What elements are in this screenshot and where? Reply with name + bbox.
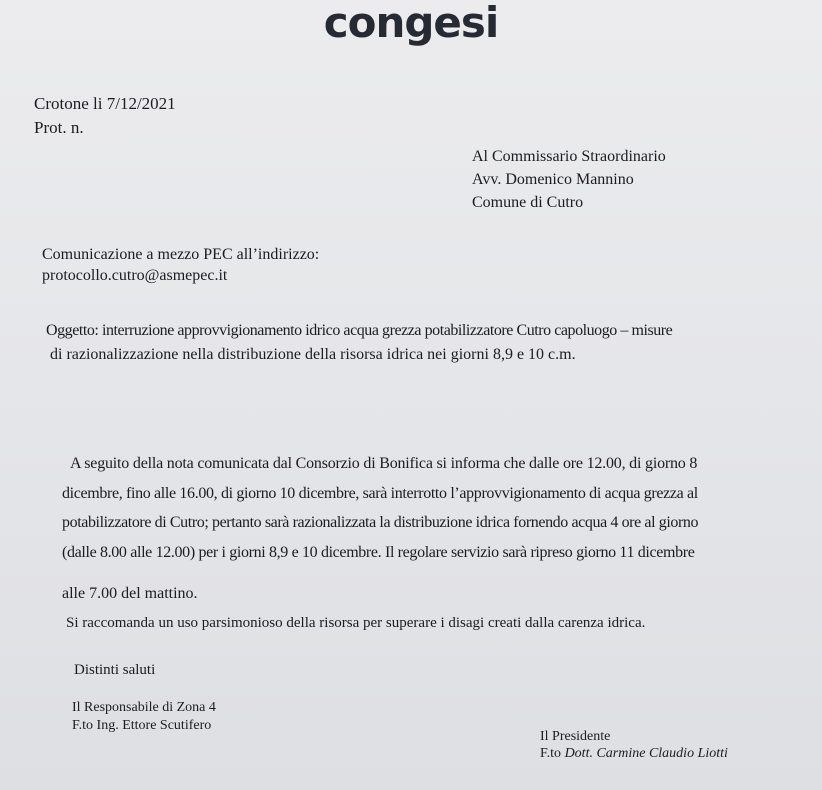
- closing-greeting: Distinti saluti: [74, 662, 156, 678]
- zone-manager-signature: F.to Ing. Ettore Scutifero: [72, 718, 212, 733]
- body-line-3: potabilizzatore di Cutro; pertanto sarà razionalizzata la distribuzione idrica fornendo acqua 4 ore al giorno: [62, 514, 699, 531]
- recipient-office: Comune di Cutro: [472, 194, 584, 211]
- president-signature: [540, 746, 728, 762]
- body-line-1: A seguito della nota comunicata dal Consorzio di Bonifica si informa che dalle ore 12.00, di giorno 8: [70, 455, 698, 472]
- protocol-number: Prot. n.: [34, 118, 84, 137]
- president-prefix: F.to: [540, 746, 562, 761]
- subject-line-1: Oggetto: interruzione approvvigionamento idrico acqua grezza potabilizzatore Cutro capoluogo – misure: [46, 322, 673, 339]
- recommendation: Si raccomanda un uso parsimonioso della risorsa per superare i disagi creati dalla carenza idrica.: [66, 615, 646, 631]
- recipient-name: Avv. Domenico Mannino: [472, 171, 634, 188]
- body-line-5: alle 7.00 del mattino.: [62, 585, 198, 602]
- place-date: Crotone li 7/12/2021: [34, 94, 176, 113]
- body-line-2: dicembre, fino alle 16.00, di giorno 10 dicembre, sarà interrotto l’approvvigionamento di acqua grezza al: [62, 485, 698, 502]
- president-title: Il Presidente: [540, 729, 611, 744]
- body-line-4: (dalle 8.00 alle 12.00) per i giorni 8,9 e 10 dicembre. Il regolare servizio sarà ripreso giorno 11 dicembre: [62, 544, 695, 561]
- pec-email: protocollo.cutro@asmepec.it: [42, 267, 228, 284]
- zone-manager-title: Il Responsabile di Zona 4: [72, 700, 216, 715]
- congesi-logo: congesi: [323, 0, 499, 47]
- subject-line-2: di razionalizzazione nella distribuzione della risorsa idrica nei giorni 8,9 e 10 c.m.: [50, 346, 576, 363]
- recipient-title: Al Commissario Straordinario: [472, 148, 666, 165]
- pec-communication: Comunicazione a mezzo PEC all’indirizzo:: [42, 246, 320, 263]
- president-name: Dott. Carmine Claudio Liotti: [564, 746, 728, 761]
